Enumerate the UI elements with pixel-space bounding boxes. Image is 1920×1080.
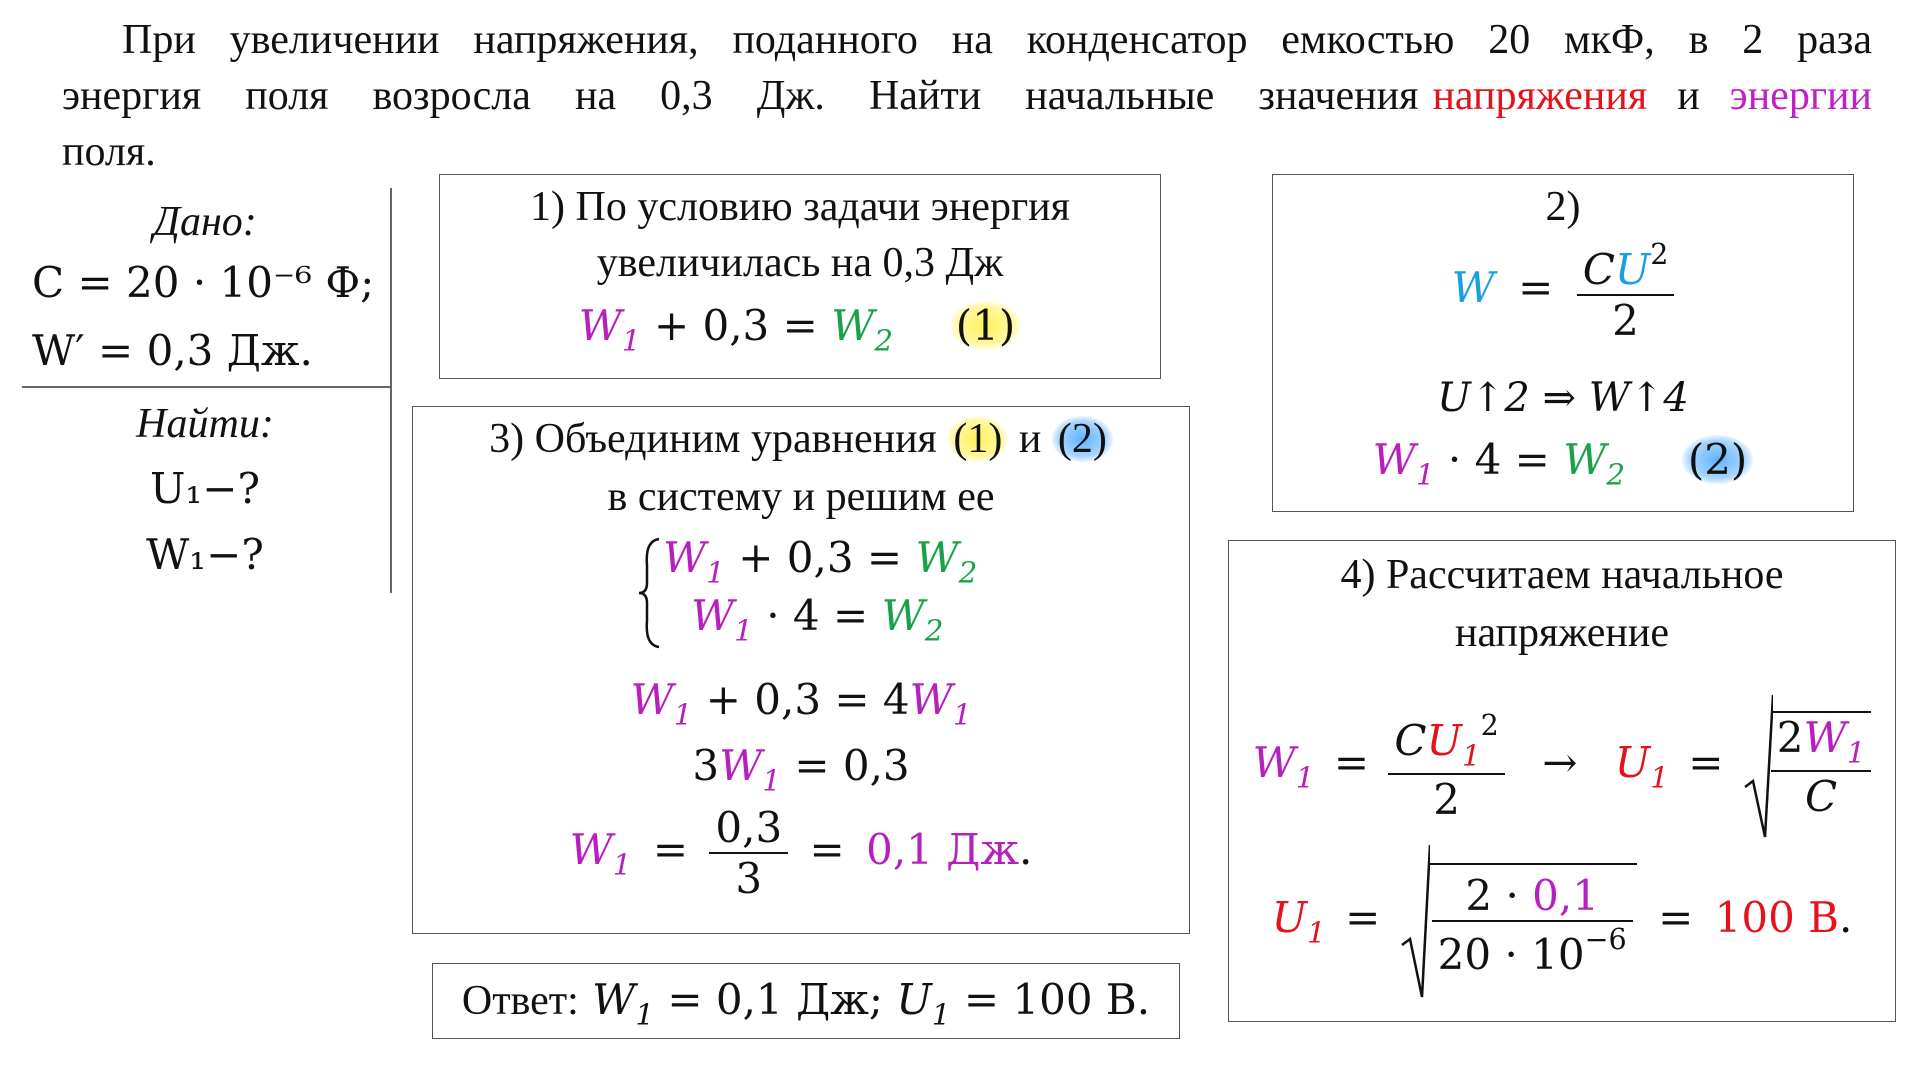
step4-line-2: напряжение bbox=[1454, 610, 1670, 656]
u1-value: 100 В bbox=[1714, 893, 1840, 942]
step2-implication: U↑2 ⇒ W↑4 bbox=[1437, 375, 1689, 421]
step3-box bbox=[412, 406, 1190, 934]
w-symbol: W bbox=[1451, 263, 1495, 312]
eq-sign: = bbox=[1518, 263, 1554, 312]
step3-eq-substituted: $W_1 + 0,3 = 4W_1$ bbox=[630, 675, 972, 732]
eq-tag-2-ref: (2) bbox=[1052, 416, 1113, 462]
word-energy: энергии bbox=[1729, 73, 1872, 119]
step3-eq-simplified: $3W_1 = 0,3$ bbox=[692, 741, 910, 798]
word-voltage: напряжения bbox=[1432, 73, 1648, 119]
problem-line-1: При увеличении напряжения, поданного на конденсатор емкостью 20 мкФ, в 2 раза bbox=[122, 17, 1872, 63]
cu2-fraction: $\frac{CU^2}{2}$ bbox=[1577, 237, 1675, 345]
find-title: Найти: bbox=[136, 401, 274, 447]
find-u1: U₁−? bbox=[150, 464, 260, 513]
step2-energy-formula bbox=[1273, 237, 1853, 345]
step1-line-1: 1) По условию задачи энергия bbox=[530, 184, 1070, 230]
given-energy-change: W′ = 0,3 Дж. bbox=[32, 326, 313, 375]
step1-box bbox=[439, 174, 1161, 379]
step4-formula: $W_1$ = $\frac{CU_1^2}{2}$ → $U_1$ = $\frac{2W_1}{C}$ bbox=[1229, 691, 1895, 841]
step2-title: 2) bbox=[1545, 184, 1581, 230]
step3-result: $W_1$ = $\frac{0,3}{3}$ = 0,1 Дж. bbox=[569, 803, 1033, 903]
eq-tag-2: (2) bbox=[1682, 435, 1754, 484]
problem-line-3: поля. bbox=[62, 129, 156, 175]
problem-statement bbox=[62, 12, 1872, 180]
w1-symbol: $W_1$ bbox=[578, 301, 641, 358]
step3-line-2: в систему и решим ее bbox=[607, 474, 995, 520]
step4-calculation: $U_1$ = $\frac{2 \cdot 0,1}{20 \cdot 10^{-6}}$ = 100 В. bbox=[1229, 841, 1895, 1001]
problem-line-2-text: энергия поля возросла на 0,3 Дж. Найти начальные значения bbox=[62, 73, 1419, 119]
arrow: → bbox=[1542, 738, 1578, 787]
w2-symbol: $W_2$ bbox=[1563, 435, 1626, 492]
u-symbol: U bbox=[1614, 244, 1651, 294]
system-eq-2: $W_1 \cdot 4 = W_2$ bbox=[691, 591, 944, 648]
find-w1: W₁−? bbox=[146, 530, 264, 579]
step1-plus: + 0,3 = bbox=[653, 301, 818, 350]
eq-tag-1: (1) bbox=[950, 301, 1022, 350]
w2-symbol: $W_2$ bbox=[831, 301, 894, 358]
sqrt-u1: $\frac{2W_1}{C}$ bbox=[1743, 691, 1872, 841]
step4-line-1: 4) Рассчитаем начальное bbox=[1340, 552, 1784, 598]
system-eq-1: $W_1 + 0,3 = W_2$ bbox=[663, 533, 978, 590]
w1-value: 0,1 Дж bbox=[866, 825, 1020, 874]
problem-line-2 bbox=[62, 68, 1872, 124]
u1-symbol: $U_1$ bbox=[1614, 738, 1669, 795]
eq-tag-1-ref: (1) bbox=[947, 416, 1008, 462]
step2-box bbox=[1272, 174, 1854, 512]
answer-box: Ответ: $W_1 = 0,1$ Дж; $U_1 = 100$ В. bbox=[432, 963, 1180, 1039]
result-fraction: $\frac{0,3}{3}$ bbox=[709, 803, 788, 903]
step1-equation bbox=[440, 301, 1160, 357]
sqrt-calculation: $\frac{2 \cdot 0,1}{20 \cdot 10^{-6}}$ bbox=[1400, 841, 1637, 1001]
word-and: и bbox=[1677, 73, 1700, 119]
w1-symbol: $W_1$ bbox=[1372, 435, 1435, 492]
given-divider-horizontal bbox=[22, 386, 392, 388]
denominator-2: 2 bbox=[1612, 295, 1639, 345]
answer-label: Ответ: bbox=[461, 978, 579, 1024]
step3-line-1: 3) Объединим уравнения (1) и (2) bbox=[413, 415, 1189, 463]
given-capacitance: C = 20 · 10⁻⁶ Ф; bbox=[32, 258, 375, 307]
given-title: Дано: bbox=[153, 199, 257, 245]
step2-equation bbox=[1273, 435, 1853, 491]
u1-in-formula: $U_1$ bbox=[1426, 716, 1481, 773]
given-divider-vertical bbox=[390, 188, 392, 593]
system-brace bbox=[635, 535, 665, 651]
c-symbol: C bbox=[1582, 244, 1615, 294]
step1-line-2: увеличилась на 0,3 Дж bbox=[596, 240, 1004, 286]
cu1-fraction: $\frac{CU_1^2}{2}$ bbox=[1388, 708, 1504, 823]
step4-box bbox=[1228, 540, 1896, 1022]
step2-times4: · 4 = bbox=[1447, 435, 1550, 484]
